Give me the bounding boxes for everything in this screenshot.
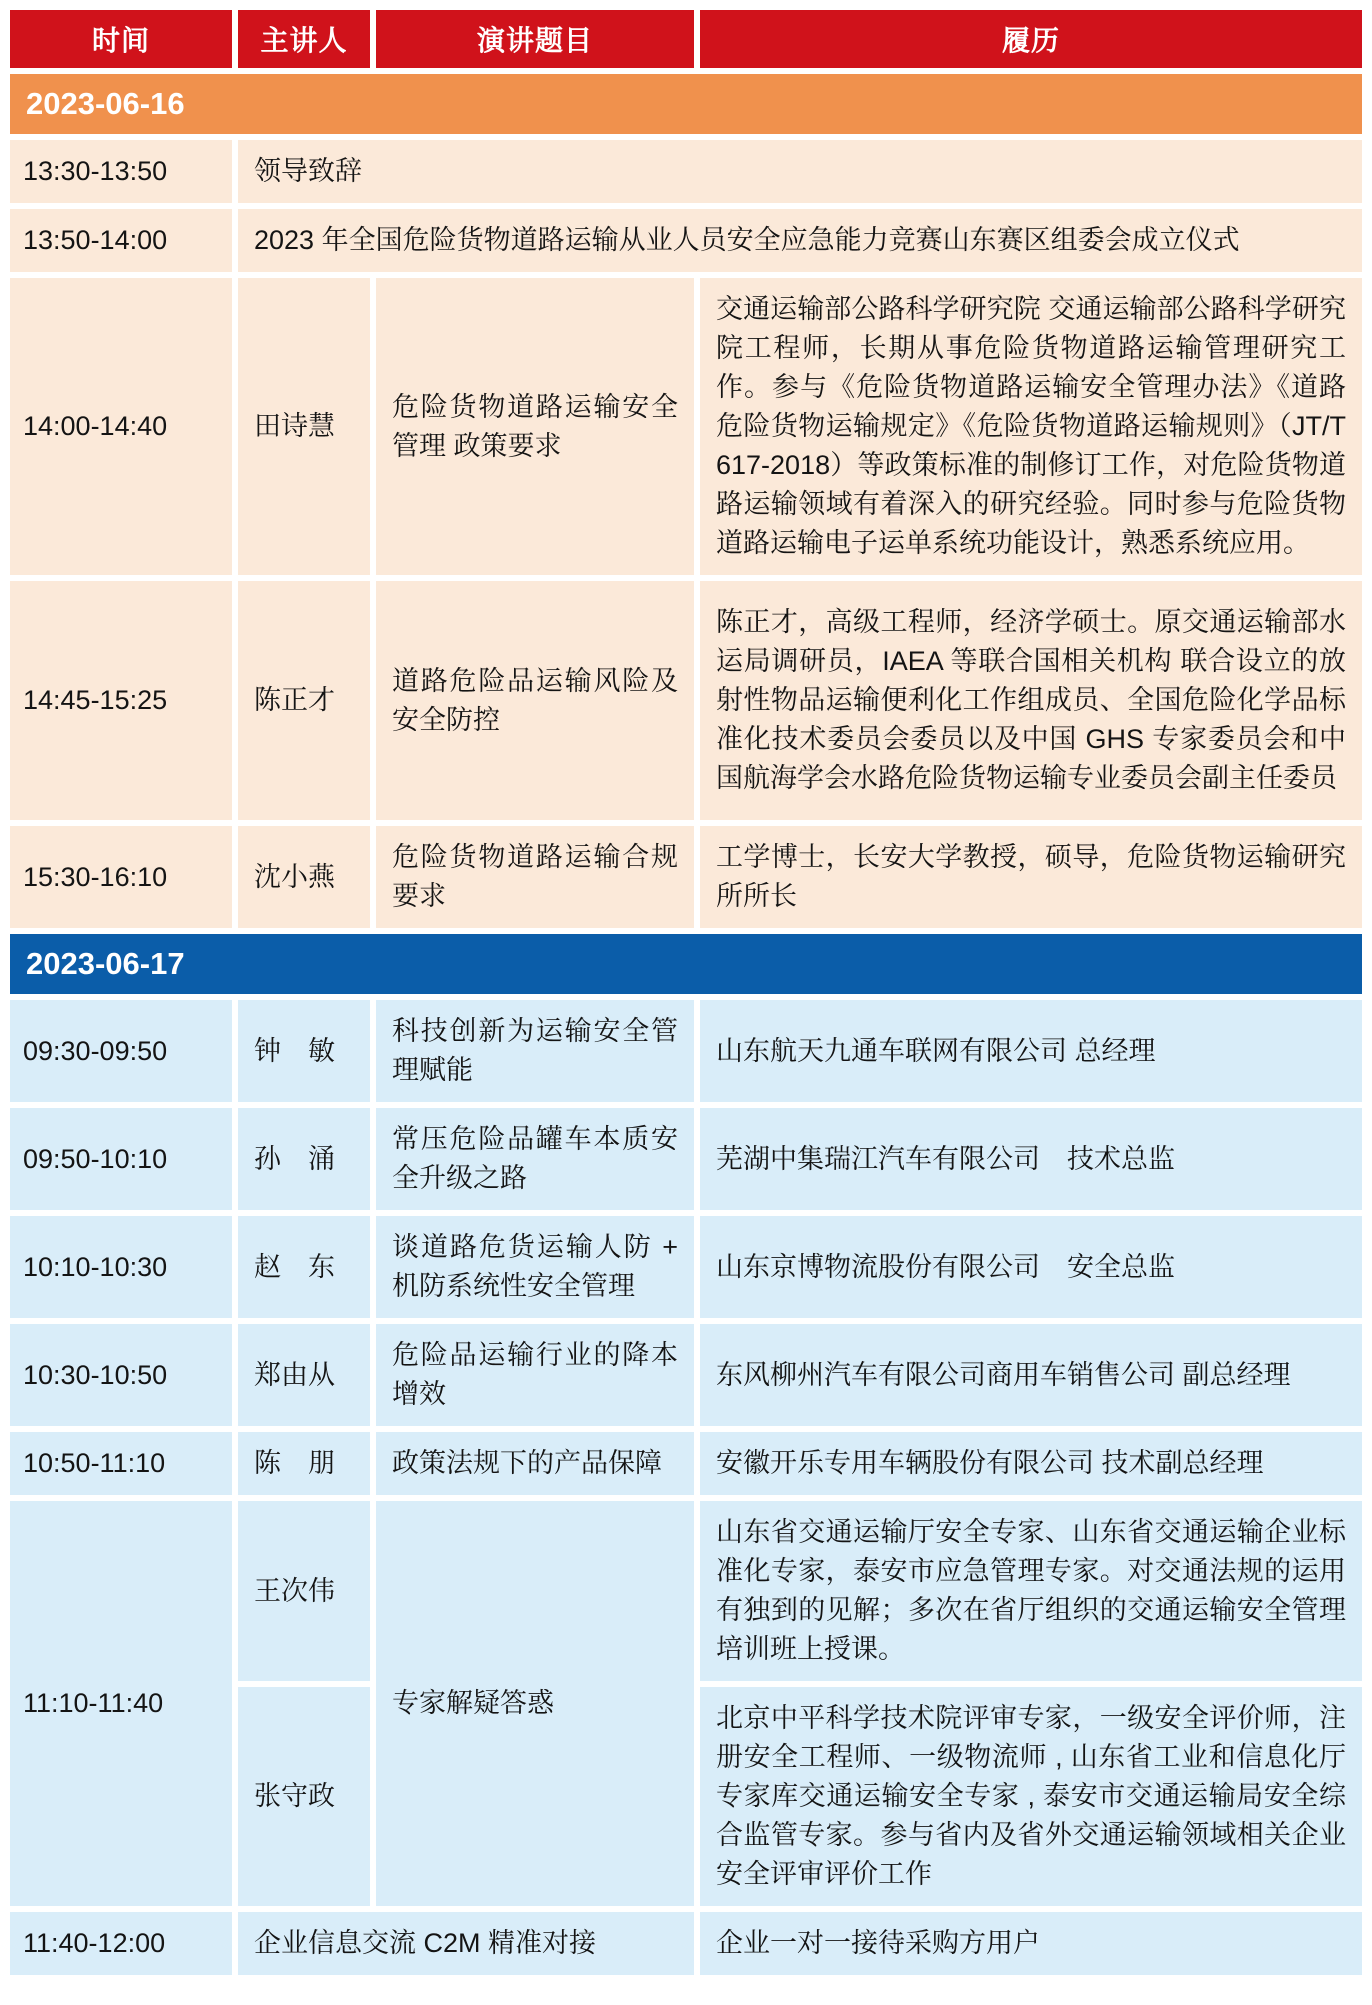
resume-cell: 交通运输部公路科学研究院 交通运输部公路科学研究院工程师，长期从事危险货物道路运输管理研究工作。参与《危险货物道路运输安全管理办法》《道路危险货物运输规定》《危险货物道路运输规则》（JT/T 617-2018）等政策标准的制修订工作，对危险货物道路运输领域有着深入的研究经验。同时参与危险货物道路运输电子运单系统功能设计，熟悉系统应用。 bbox=[700, 278, 1362, 575]
resume-cell: 芜湖中集瑞江汽车有限公司 技术总监 bbox=[700, 1108, 1362, 1210]
event-cell: 领导致辞 bbox=[238, 140, 1362, 203]
speaker-cell: 沈小燕 bbox=[238, 826, 370, 928]
speaker-cell: 钟 敏 bbox=[238, 1000, 370, 1102]
speaker-cell: 张守政 bbox=[238, 1687, 370, 1906]
column-header-resume: 履历 bbox=[700, 10, 1362, 68]
resume-cell: 陈正才，高级工程师，经济学硕士。原交通运输部水运局调研员，IAEA 等联合国相关机构 联合设立的放射性物品运输便利化工作组成员、全国危险化学品标准化技术委员会委员以及中国 GHS 专家委员会和中国航海学会水路危险货物运输专业委员会副主任委员 bbox=[700, 581, 1362, 820]
speaker-cell: 陈 朋 bbox=[238, 1432, 370, 1495]
time-cell: 09:30-09:50 bbox=[10, 1000, 232, 1102]
time-cell: 10:50-11:10 bbox=[10, 1432, 232, 1495]
resume-cell: 山东省交通运输厅安全专家、山东省交通运输企业标准化专家，泰安市应急管理专家。对交通法规的运用有独到的见解；多次在省厅组织的交通运输安全管理培训班上授课。 bbox=[700, 1501, 1362, 1681]
resume-cell: 北京中平科学技术院评审专家，一级安全评价师，注册安全工程师、一级物流师 , 山东省工业和信息化厅专家库交通运输安全专家 , 泰安市交通运输局安全综合监管专家。参与省内及省外交通运输领域相关企业安全评审评价工作 bbox=[700, 1687, 1362, 1906]
topic-cell: 危险货物道路运输安全管理 政策要求 bbox=[376, 278, 694, 575]
section-date-header: 2023-06-17 bbox=[10, 934, 1362, 994]
time-cell: 11:10-11:40 bbox=[10, 1501, 232, 1906]
topic-cell: 危险品运输行业的降本增效 bbox=[376, 1324, 694, 1426]
time-cell: 10:10-10:30 bbox=[10, 1216, 232, 1318]
resume-cell: 山东京博物流股份有限公司 安全总监 bbox=[700, 1216, 1362, 1318]
resume-cell: 企业一对一接待采购方用户 bbox=[700, 1912, 1362, 1975]
resume-cell: 安徽开乐专用车辆股份有限公司 技术副总经理 bbox=[700, 1432, 1362, 1495]
speaker-cell: 田诗慧 bbox=[238, 278, 370, 575]
time-cell: 13:50-14:00 bbox=[10, 209, 232, 272]
topic-cell: 专家解疑答惑 bbox=[376, 1501, 694, 1906]
speaker-cell: 郑由从 bbox=[238, 1324, 370, 1426]
conference-schedule-table bbox=[4, 4, 1368, 1981]
topic-cell: 道路危险品运输风险及安全防控 bbox=[376, 581, 694, 820]
speaker-cell: 陈正才 bbox=[238, 581, 370, 820]
schedule-body bbox=[10, 74, 1362, 1975]
speaker-cell: 王次伟 bbox=[238, 1501, 370, 1681]
time-cell: 11:40-12:00 bbox=[10, 1912, 232, 1975]
time-cell: 09:50-10:10 bbox=[10, 1108, 232, 1210]
speaker-cell: 赵 东 bbox=[238, 1216, 370, 1318]
schedule-header bbox=[10, 10, 1362, 68]
resume-cell: 东风柳州汽车有限公司商用车销售公司 副总经理 bbox=[700, 1324, 1362, 1426]
topic-cell: 政策法规下的产品保障 bbox=[376, 1432, 694, 1495]
section-date-header: 2023-06-16 bbox=[10, 74, 1362, 134]
column-header-time: 时间 bbox=[10, 10, 232, 68]
column-header-topic: 演讲题目 bbox=[376, 10, 694, 68]
resume-cell: 山东航天九通车联网有限公司 总经理 bbox=[700, 1000, 1362, 1102]
topic-cell: 科技创新为运输安全管理赋能 bbox=[376, 1000, 694, 1102]
event-cell: 企业信息交流 C2M 精准对接 bbox=[238, 1912, 694, 1975]
topic-cell: 谈道路危货运输人防 + 机防系统性安全管理 bbox=[376, 1216, 694, 1318]
event-cell: 2023 年全国危险货物道路运输从业人员安全应急能力竞赛山东赛区组委会成立仪式 bbox=[238, 209, 1362, 272]
resume-cell: 工学博士，长安大学教授，硕导，危险货物运输研究所所长 bbox=[700, 826, 1362, 928]
time-cell: 13:30-13:50 bbox=[10, 140, 232, 203]
time-cell: 14:00-14:40 bbox=[10, 278, 232, 575]
column-header-speaker: 主讲人 bbox=[238, 10, 370, 68]
time-cell: 10:30-10:50 bbox=[10, 1324, 232, 1426]
topic-cell: 危险货物道路运输合规要求 bbox=[376, 826, 694, 928]
time-cell: 15:30-16:10 bbox=[10, 826, 232, 928]
topic-cell: 常压危险品罐车本质安全升级之路 bbox=[376, 1108, 694, 1210]
speaker-cell: 孙 涌 bbox=[238, 1108, 370, 1210]
time-cell: 14:45-15:25 bbox=[10, 581, 232, 820]
